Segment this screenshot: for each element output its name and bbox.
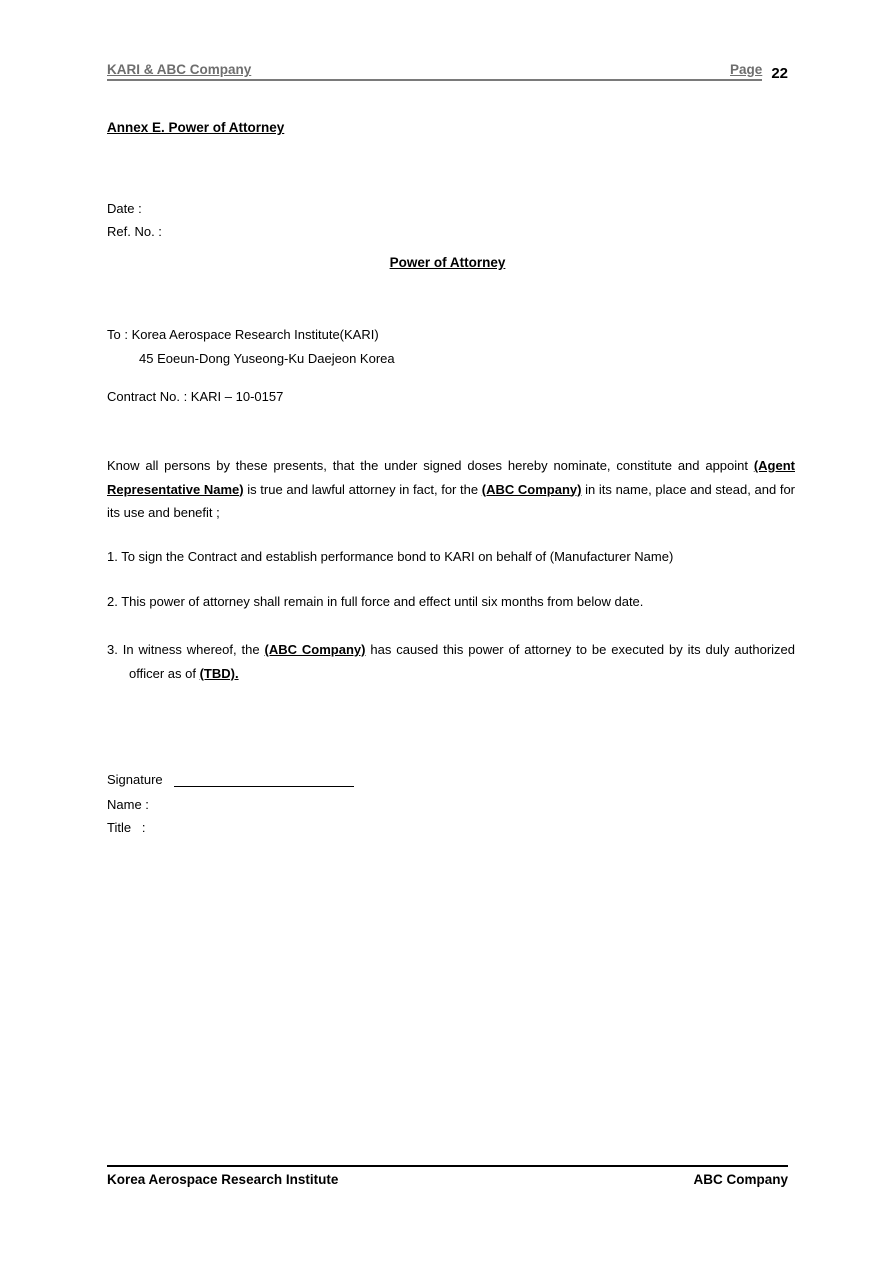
document-title-text: Power of Attorney [389, 255, 506, 270]
document-title [107, 255, 788, 270]
page-header [107, 62, 788, 81]
header-page-number: 22 [771, 65, 788, 82]
header-company: KARI & ABC Company [107, 62, 252, 77]
signature-label: Signature [107, 772, 163, 787]
clause-3-text-1: 3. In witness whereof, the [107, 642, 265, 657]
recipient-block [107, 323, 395, 370]
signature-row [107, 772, 354, 787]
date-label: Date : [107, 201, 142, 216]
clause-3-text-2: has caused this power of attorney to be executed by its duly authorized officer as of [129, 642, 795, 681]
header-rule [107, 62, 762, 81]
clause-1: 1. To sign the Contract and establish performance bond to KARI on behalf of (Manufacturer Name) [107, 549, 674, 564]
signature-line [174, 772, 354, 787]
clause-3-abc-company: (ABC Company) [264, 642, 366, 657]
title-label: Title : [107, 820, 146, 835]
annex-title: Annex E. Power of Attorney [107, 120, 285, 135]
recipient-address: 45 Eoeun-Dong Yuseong-Ku Daejeon Korea [139, 350, 395, 366]
contract-number: Contract No. : KARI – 10-0157 [107, 389, 284, 404]
clause-2: 2. This power of attorney shall remain in full force and effect until six months from below date. [107, 594, 644, 609]
preamble-text-1: Know all persons by these presents, that the under signed doses hereby nominate, constitute and appoint [107, 458, 754, 473]
recipient-line: To : Korea Aerospace Research Institute(KARI) [107, 327, 379, 342]
preamble-text-2: is true and lawful attorney in fact, for the [243, 481, 482, 497]
clause-3 [107, 638, 795, 685]
footer-right: ABC Company [693, 1172, 788, 1187]
preamble-text-3: in its name, place and stead, and for its use and benefit ; [107, 481, 796, 520]
footer-left: Korea Aerospace Research Institute [107, 1172, 339, 1187]
clause-3-tbd: (TBD). [199, 665, 239, 681]
ref-no-label: Ref. No. : [107, 224, 162, 239]
abc-company-emphasis: (ABC Company) [481, 481, 582, 497]
header-page-label: Page [730, 62, 763, 77]
preamble-paragraph [107, 454, 795, 525]
page-footer [107, 1165, 788, 1187]
agent-representative-name: (Agent Representative Name) [107, 458, 795, 497]
name-label: Name : [107, 797, 149, 812]
